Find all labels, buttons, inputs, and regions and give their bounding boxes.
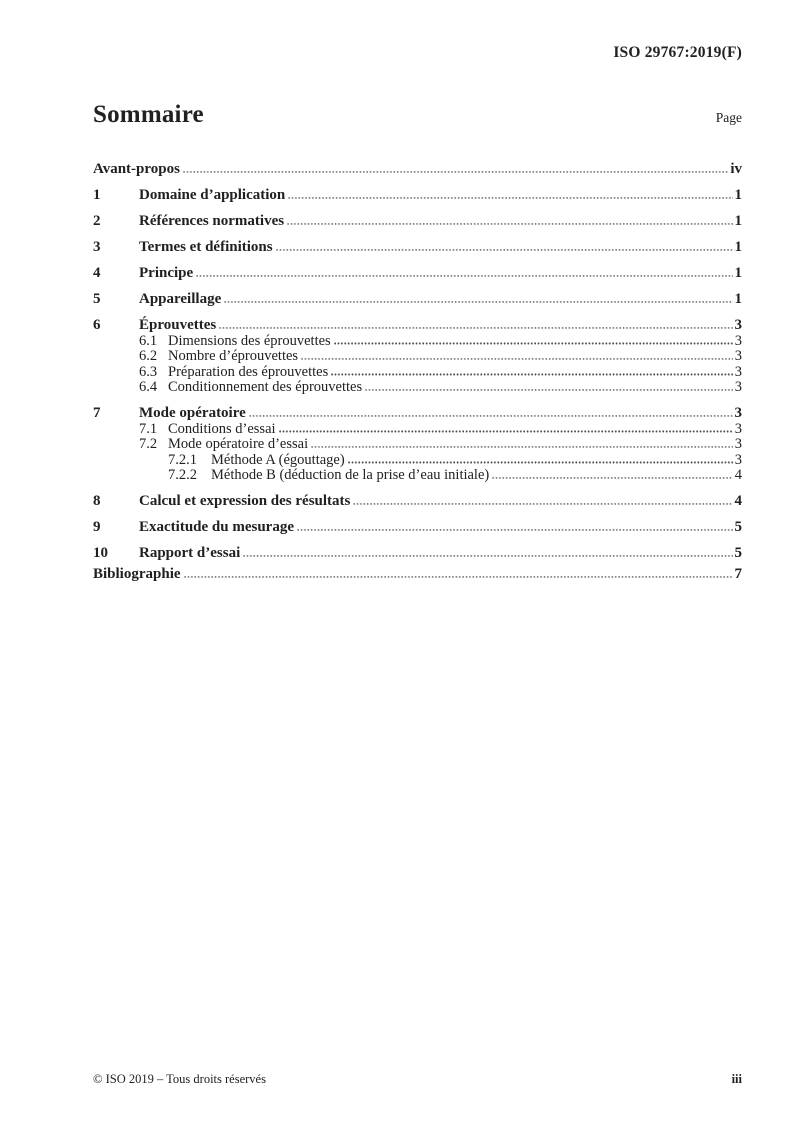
toc-entry[interactable] (93, 437, 742, 452)
toc-entry-number: 6.1 (139, 332, 158, 349)
toc-entry-page: 3 (734, 420, 742, 437)
toc-entry-label: Mode opératoire (139, 405, 246, 421)
dotted-leader (224, 301, 732, 304)
toc-entry-label: Éprouvettes (139, 317, 217, 333)
dotted-leader (301, 358, 733, 361)
dotted-leader (297, 529, 733, 532)
dotted-leader (331, 373, 732, 376)
toc-entry-page: 3 (734, 436, 742, 453)
toc-entry-page: 3 (734, 405, 742, 421)
toc-entry[interactable] (93, 188, 742, 203)
toc-entry-page: iv (730, 161, 742, 177)
dotted-leader (279, 430, 733, 433)
dotted-leader (183, 171, 728, 174)
toc-entry-page: 1 (734, 213, 742, 229)
toc-entry[interactable] (93, 520, 742, 535)
toc-entry[interactable] (93, 494, 742, 509)
dotted-leader (348, 461, 733, 464)
dotted-leader (276, 249, 733, 252)
toc-entry-number: 6 (93, 317, 101, 333)
toc-entry-page: 1 (734, 265, 742, 281)
toc-entry-label: Exactitude du mesurage (139, 519, 294, 535)
toc-entry-label: Mode opératoire d’essai (168, 436, 309, 453)
dotted-leader (243, 555, 732, 558)
toc-entry-number: 9 (93, 519, 101, 535)
toc-entry[interactable] (93, 380, 742, 395)
toc-entry-number: 3 (93, 239, 101, 255)
dotted-leader (249, 415, 733, 418)
toc-entry[interactable] (93, 292, 742, 307)
toc-entry[interactable] (93, 214, 742, 229)
dotted-leader (353, 503, 732, 506)
toc-entry-number: 8 (93, 493, 101, 509)
toc-entry-label: Préparation des éprouvettes (168, 363, 329, 380)
toc-entry-label: Conditions d’essai (168, 420, 276, 437)
page-footer (93, 1072, 742, 1087)
dotted-leader (287, 223, 732, 226)
dotted-leader (196, 275, 732, 278)
toc-entry-number: 7.2.2 (168, 467, 197, 484)
dotted-leader (288, 197, 732, 200)
toc-entry-label: Domaine d’application (139, 187, 286, 203)
toc-entry[interactable] (93, 162, 742, 177)
toc-entry[interactable] (93, 334, 742, 349)
toc-entry-label: Bibliographie (93, 566, 181, 582)
toc-entry-label: Avant-propos (93, 161, 180, 177)
toc-entry-number: 2 (93, 213, 101, 229)
toc-entry-number: 6.2 (139, 348, 158, 365)
toc-entry-page: 3 (734, 317, 742, 333)
toc-entry-number: 6.4 (139, 379, 158, 396)
page-title: Sommaire (93, 101, 204, 128)
toc-entry[interactable] (93, 468, 742, 483)
dotted-leader (219, 327, 732, 330)
toc-entry-label: Appareillage (139, 291, 222, 307)
toc-entry-page: 7 (734, 566, 742, 582)
dotted-leader (334, 342, 733, 345)
toc-entry-label: Dimensions des éprouvettes (168, 332, 331, 349)
dotted-leader (184, 576, 733, 579)
toc-entry-page: 3 (734, 332, 742, 349)
toc-entry-number: 7 (93, 405, 101, 421)
toc-entry-page: 5 (734, 545, 742, 561)
toc-entry-label: Conditionnement des éprouvettes (168, 379, 363, 396)
toc-entry-page: 3 (734, 379, 742, 396)
toc-entry[interactable] (93, 365, 742, 380)
toc-entry-number: 10 (93, 545, 108, 561)
footer-page-number: iii (731, 1072, 742, 1086)
toc-entry-page: 3 (734, 363, 742, 380)
page-column-label: Page (715, 110, 742, 125)
toc-entry-page: 4 (734, 467, 742, 484)
toc-entry-label: Rapport d’essai (139, 545, 241, 561)
dotted-leader (311, 446, 733, 449)
document-reference: ISO 29767:2019(F) (613, 44, 742, 61)
toc-entry[interactable] (93, 240, 742, 255)
toc-entry-label: Références normatives (139, 213, 285, 229)
dotted-leader (492, 477, 733, 480)
toc-entry-page: 3 (734, 451, 742, 468)
toc-entry[interactable] (93, 422, 742, 437)
footer-copyright: © ISO 2019 – Tous droits réservés (93, 1072, 266, 1086)
toc-entry-number: 1 (93, 187, 101, 203)
toc-entry-number: 7.1 (139, 420, 158, 437)
toc-entry-label: Termes et définitions (139, 239, 273, 255)
toc-entry-number: 7.2 (139, 436, 158, 453)
dotted-leader (365, 389, 733, 392)
toc-entry-number: 7.2.1 (168, 451, 197, 468)
toc-entry[interactable] (93, 349, 742, 364)
toc-list (93, 151, 742, 582)
toc-entry-number: 5 (93, 291, 101, 307)
toc-entry[interactable] (93, 453, 742, 468)
toc-entry-label: Méthode A (égouttage) (211, 451, 345, 468)
toc-entry[interactable] (93, 567, 742, 582)
toc-header (93, 101, 742, 129)
toc-entry-page: 4 (734, 493, 742, 509)
toc-entry-label: Méthode B (déduction de la prise d’eau initiale) (211, 467, 490, 484)
toc-entry[interactable] (93, 318, 742, 333)
toc-entry-label: Principe (139, 265, 194, 281)
toc-entry-page: 1 (734, 291, 742, 307)
toc-entry[interactable] (93, 406, 742, 421)
toc-entry[interactable] (93, 546, 742, 561)
toc-entry-page: 5 (734, 519, 742, 535)
toc-entry[interactable] (93, 266, 742, 281)
toc-entry-page: 3 (734, 348, 742, 365)
toc-entry-number: 6.3 (139, 363, 158, 380)
toc-entry-page: 1 (734, 239, 742, 255)
toc-entry-label: Calcul et expression des résultats (139, 493, 351, 509)
toc-entry-number: 4 (93, 265, 101, 281)
toc-entry-label: Nombre d’éprouvettes (168, 348, 299, 365)
toc-entry-page: 1 (734, 187, 742, 203)
